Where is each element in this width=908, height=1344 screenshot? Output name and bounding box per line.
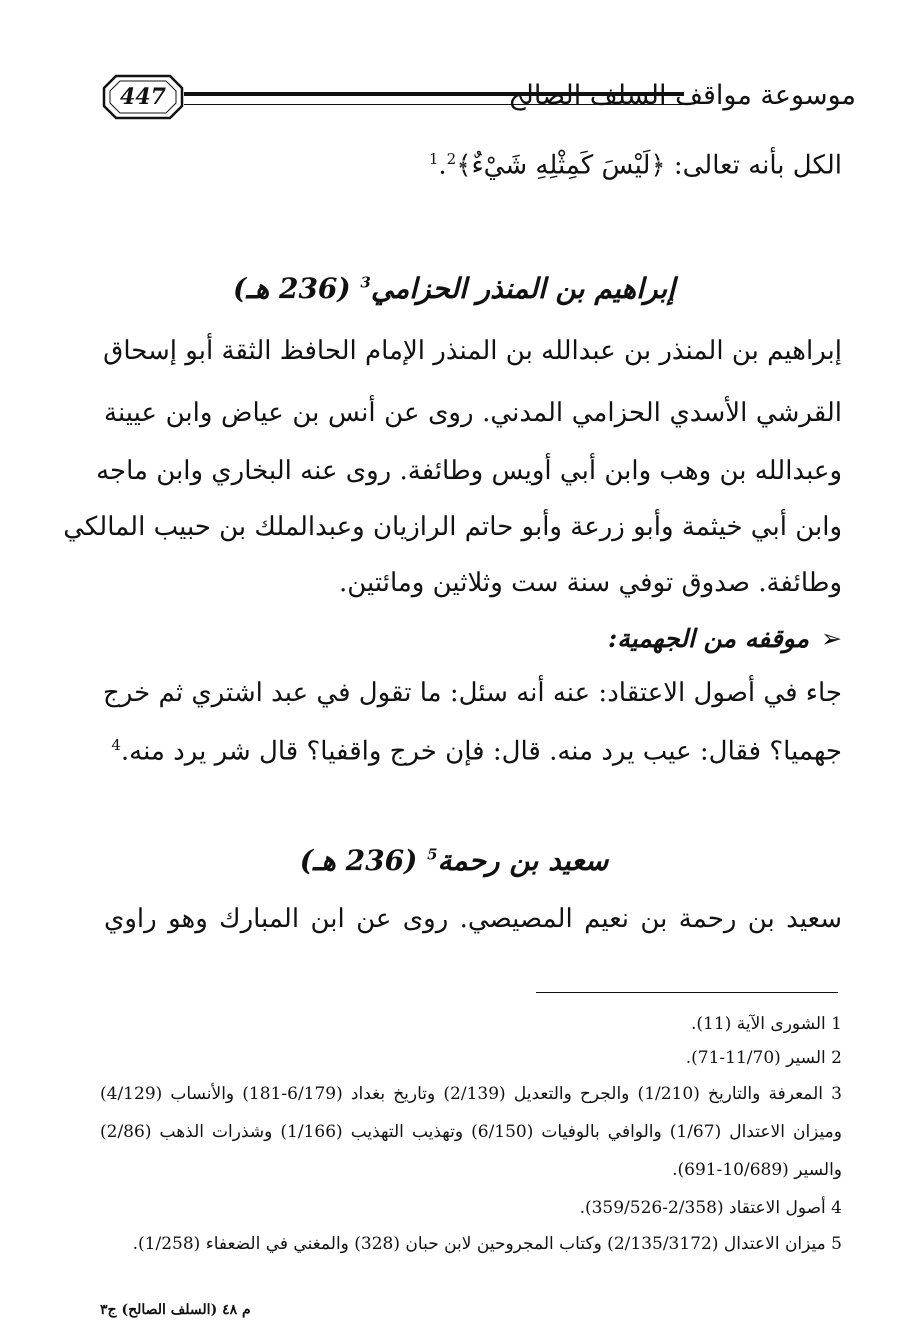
footnote-text: السير (11/70-71). [685, 1048, 826, 1068]
footnote-ref-4: 4 [111, 736, 121, 754]
footnote-text: والسير (10/689-691). [672, 1160, 842, 1180]
footnote [100, 1236, 842, 1253]
footnote [100, 1200, 842, 1217]
section-title: سعيد بن رحمة [437, 844, 609, 877]
section-title: إبراهيم بن المنذر الحزامي [370, 272, 675, 305]
footnote-ref-2: 2 [446, 150, 457, 168]
intro-text: الكل بأنه تعالى: ﴿لَيْسَ كَمِثْلِهِ شَيْءٌ﴾ [456, 150, 842, 181]
section-year: (236 هـ) [299, 844, 418, 877]
paragraph-line: وطائفة. صدوق توفي سنة ست وثلاثين ومائتين. [338, 568, 842, 598]
footnote-text: وميزان الاعتدال (1/67) والوافي بالوفيات (6/150) وتهذيب التهذيب (1/166) وشذرات الذهب (2/86) [100, 1122, 842, 1142]
footnote-ref-5: 5 [427, 845, 438, 864]
footnote-text: المعرفة والتاريخ (1/210) والجرح والتعديل (2/139) وتاريخ بغداد (6/179-181) والأنساب (4/129) [100, 1084, 824, 1104]
footnote [100, 1162, 842, 1179]
footnote-text: الشورى الآية (11). [691, 1014, 826, 1034]
page-header [96, 62, 856, 132]
stance-text: جهميا؟ فقال: عيب يرد منه. قال: فإن خرج واقفيا؟ قال شر يرد منه. [120, 736, 842, 767]
arrow-bullet-icon: ➢ [821, 624, 842, 653]
paragraph-line: وابن أبي خيثمة وأبو زرعة وأبو حاتم الرازيان وعبدالملك بن حبيب المالكي [63, 512, 842, 542]
footnote-number: 3 [831, 1084, 842, 1104]
stance-line: جاء في أصول الاعتقاد: عنه أنه سئل: ما تقول في عبد اشتري ثم خرج [103, 678, 842, 708]
section-heading-said [0, 844, 908, 877]
footnote-text: أصول الاعتقاد (2/358-359/526). [579, 1198, 826, 1218]
section-heading-ibrahim [0, 272, 908, 305]
paragraph-line: سعيد بن رحمة بن نعيم المصيصي. روى عن ابن المبارك وهو راوي [104, 904, 842, 934]
footnote-ref-1: 1 [428, 150, 439, 168]
bottom-signature: م ٤٨ (السلف الصالح) ج٣ [100, 1302, 251, 1318]
footnote [100, 1086, 842, 1103]
section-year: (236 هـ) [233, 272, 351, 305]
paragraph-line: إبراهيم بن المنذر بن عبدالله بن المنذر الإمام الحافظ الثقة أبو إسحاق [103, 336, 842, 366]
stance-line [104, 738, 842, 765]
intro-line [429, 152, 842, 179]
paragraph-line: وعبدالله بن وهب وابن أبي أويس وطائفة. روى عنه البخاري وابن ماجه [96, 456, 842, 486]
footnote-divider [536, 992, 838, 993]
footnote-number: 5 [831, 1234, 842, 1254]
footnote [100, 1124, 842, 1141]
footnote-number: 1 [831, 1014, 842, 1034]
subheading-text: موقفه من الجهمية: [608, 624, 810, 653]
page-number: 447 [120, 84, 166, 110]
subheading-stance [608, 624, 842, 653]
footnote [100, 1016, 842, 1033]
footnote-number: 2 [831, 1048, 842, 1068]
paragraph-line: القرشي الأسدي الحزامي المدني. روى عن أنس بن عياض وابن عيينة [104, 398, 842, 428]
footnote-text: ميزان الاعتدال (2/135/3172) وكتاب المجروحين لابن حبان (328) والمغني في الضعفاء (1/258). [132, 1234, 826, 1254]
page-number-badge [102, 74, 184, 120]
footnote-ref-3: 3 [360, 273, 371, 292]
footnote-number: 4 [831, 1198, 842, 1218]
series-title: موسوعة مواقف السلف الصالح [508, 80, 856, 111]
intro-end: . [438, 150, 447, 181]
footnote [100, 1050, 842, 1067]
